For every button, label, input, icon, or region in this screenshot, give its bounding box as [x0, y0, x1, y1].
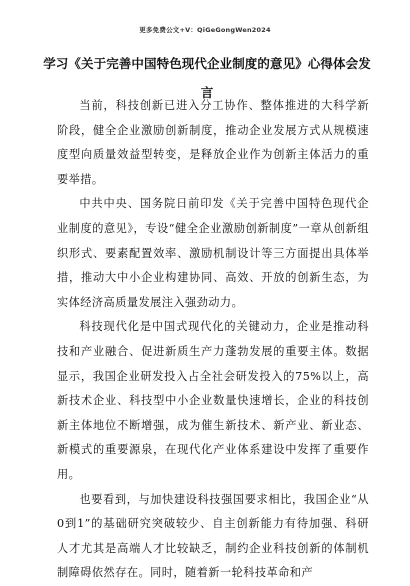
paragraph-2: 中共中央、国务院日前印发《关于完善中国特色现代企业制度的意见》，专设“健全企业激励创新制度”一章从创新组织形式、要素配置效率、激励机制设计等三方面提出具体举措，推动大中小企业构建协同、高效、开放的创新生态，为实体经济高质量发展注入强劲动力。	[57, 197, 369, 309]
paragraph-4: 也要看到，与加快建设科技强国要求相比，我国企业“从0到1”的基础研究突破较少、自主创新能力有待加强、科研人才尤其是高端人才比较缺乏，制约企业科技创新的体制机制障碍依然存在。同时，随着新一轮科技革命和产	[57, 492, 369, 580]
header-note: 更多免费公文+V：QiGeGongWen2024	[139, 26, 271, 34]
paragraph-3: 科技现代化是中国式现代化的关键动力，企业是推动科技和产业融合、促进新质生产力蓬勃发展的重要主体。数据显示，我国企业研发投入占全社会研发投入的75%以上，高新技术企业、科技型中小企业数量快速增长，企业的科技创新主体地位不断增强，成为催生新技术、新产业、新业态、新模式的重要源泉，在现代化产业体系建设中发挥了重要作用。	[57, 320, 369, 481]
document-title: 学习《关于完善中国特色现代企业制度的意见》心得体会发言	[43, 56, 371, 100]
document-body	[57, 94, 369, 586]
paragraph-1: 当前，科技创新已进入分工协作、整体推进的大科学新阶段，健全企业激励创新制度，推动企业发展方式从规模速度型向质量效益型转变，是释放企业作为创新主体活力的重要举措。	[57, 99, 369, 186]
